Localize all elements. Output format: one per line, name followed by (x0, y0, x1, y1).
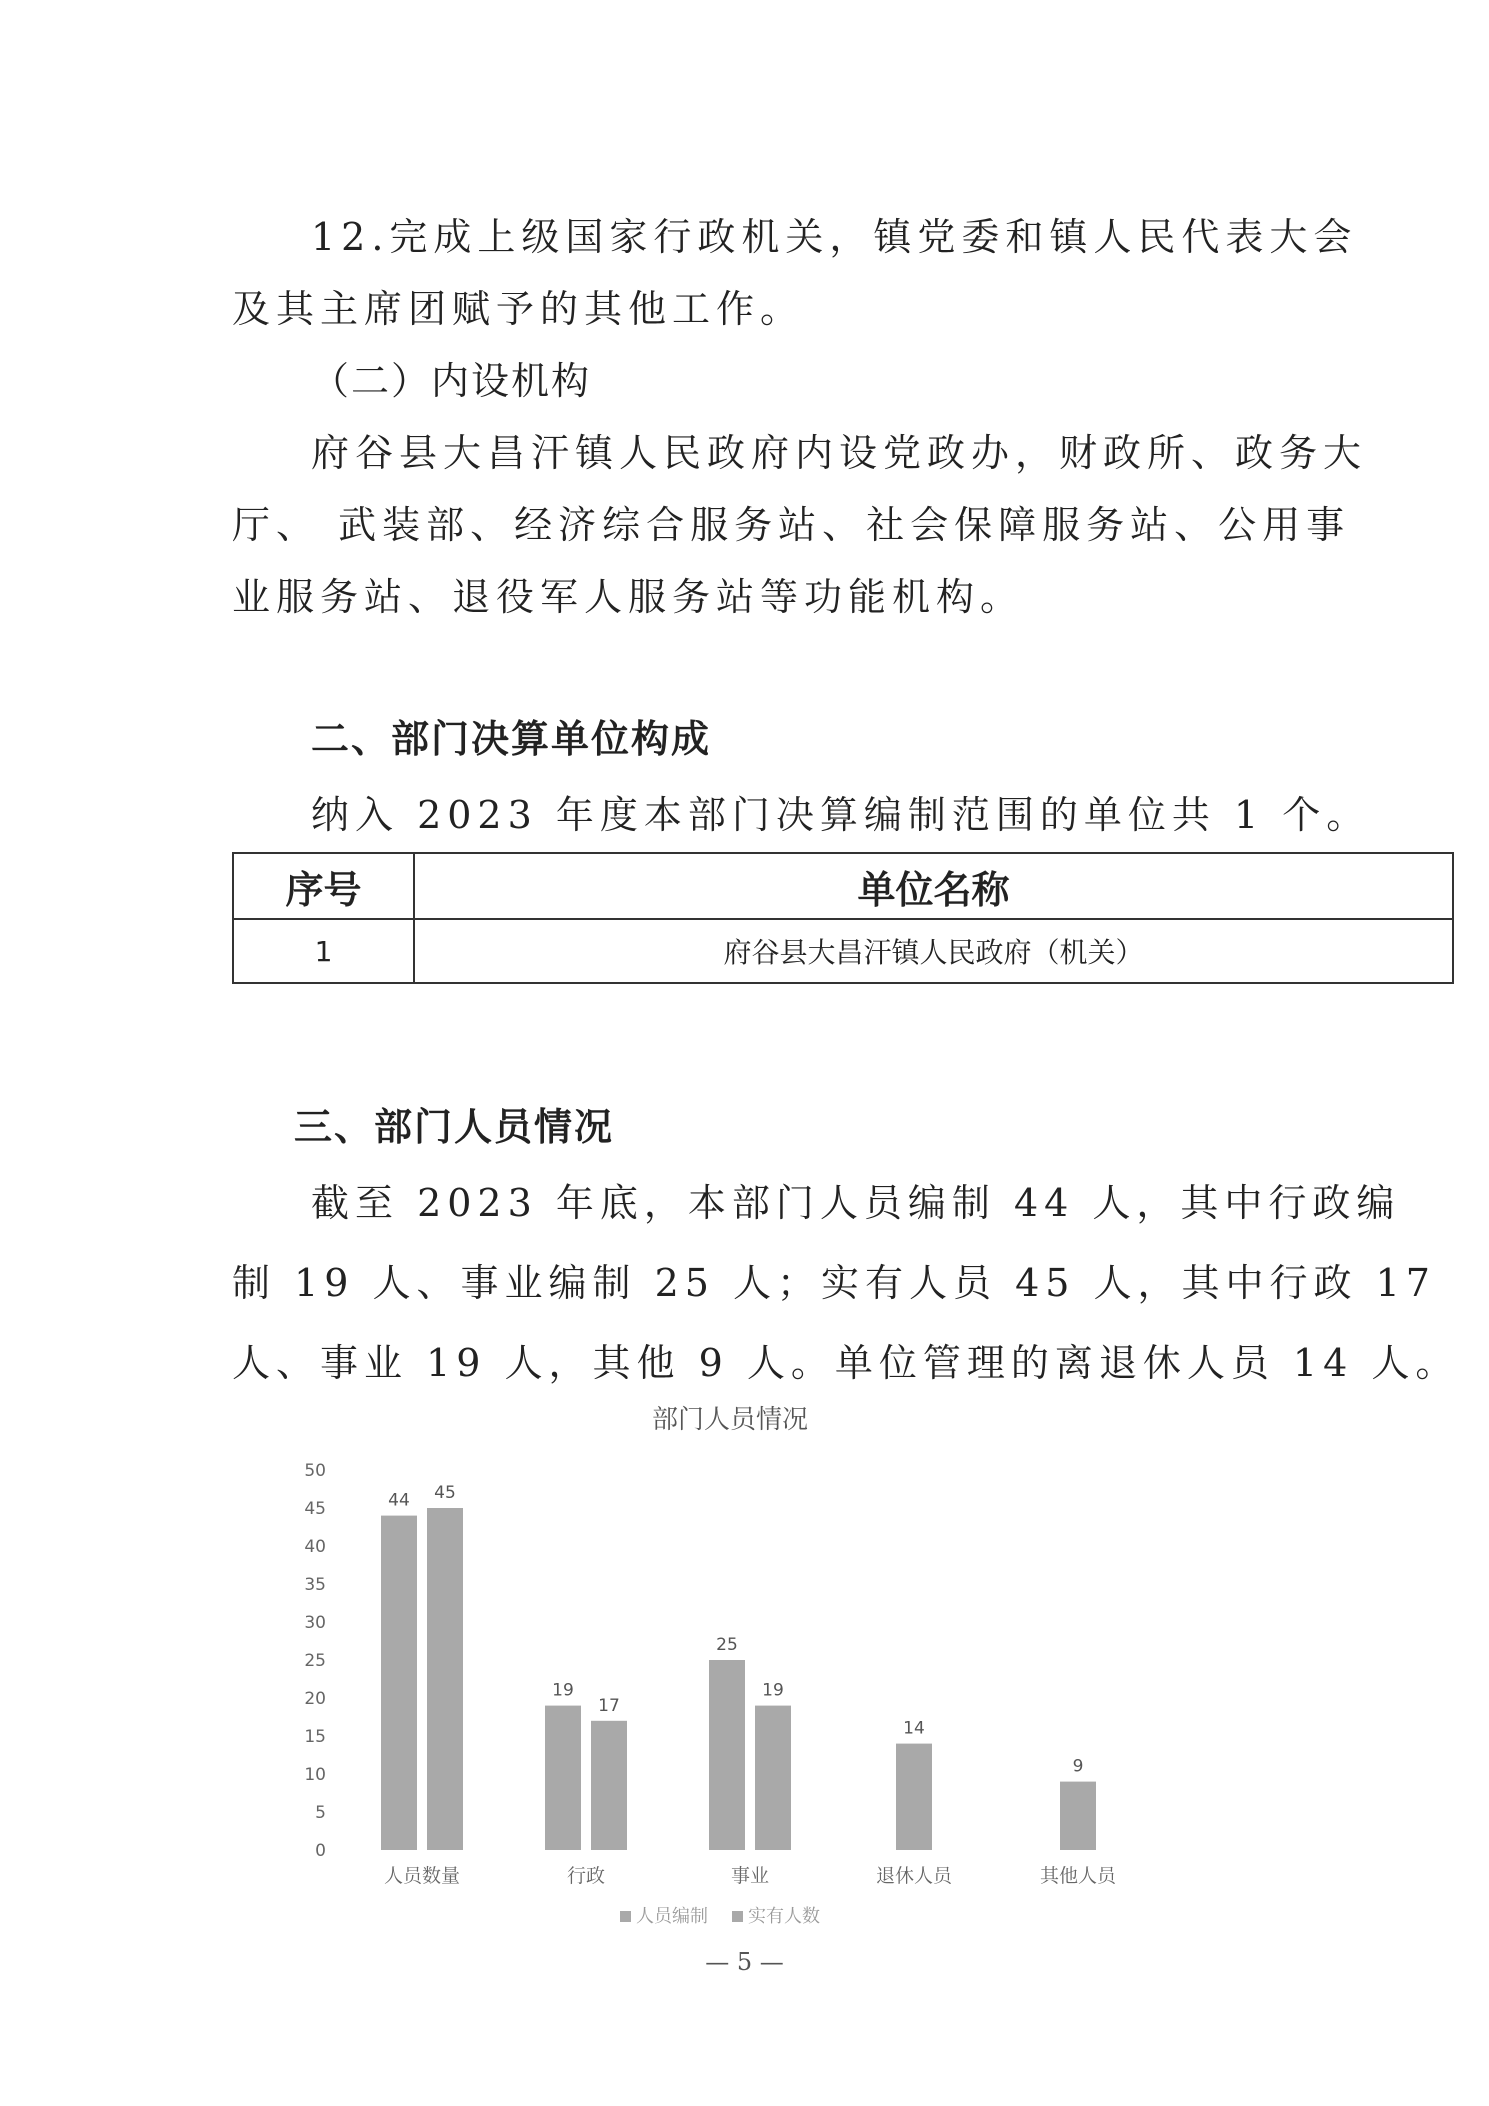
paragraph-12-line-2: 及其主席团赋予的其他工作。 (232, 287, 805, 331)
chart-title: 部门人员情况 (651, 1405, 809, 1435)
y-tick-label: 50 (304, 1461, 326, 1481)
bar-data-label: 19 (552, 1680, 574, 1701)
y-tick-label: 25 (304, 1651, 326, 1671)
bar-data-label: 19 (762, 1680, 784, 1701)
x-tick-label: 其他人员 (1039, 1865, 1117, 1887)
staff-line-3: 人、事业 19 人，其他 9 人。单位管理的离退休人员 14 人。 (232, 1341, 1460, 1385)
unit-table-header-index: 序号 (233, 853, 414, 919)
staff-line-1: 截至 2023 年底，本部门人员编制 44 人，其中行政编 (311, 1181, 1401, 1225)
staff-bar-chart (280, 1390, 1180, 1930)
bar-data-label: 45 (434, 1483, 456, 1503)
y-tick-label: 35 (304, 1575, 326, 1595)
unit-table-header-row (233, 853, 1453, 919)
chart-bar (709, 1660, 745, 1850)
y-tick-label: 0 (315, 1841, 326, 1861)
y-tick-label: 10 (304, 1765, 326, 1785)
y-tick-label: 15 (304, 1727, 326, 1747)
legend-swatch (620, 1911, 631, 1922)
unit-composition-intro: 纳入 2023 年度本部门决算编制范围的单位共 1 个。 (311, 793, 1371, 837)
paragraph-12-line-1: 12.完成上级国家行政机关，镇党委和镇人民代表大会 (311, 215, 1358, 259)
legend-label: 人员编制 (636, 1906, 708, 1927)
staff-line-2: 制 19 人、事业编制 25 人；实有人员 45 人，其中行政 17 (232, 1261, 1436, 1305)
chart-bar (381, 1516, 417, 1850)
bar-data-label: 17 (598, 1695, 620, 1716)
internal-institutions-heading: （二）内设机构 (311, 359, 592, 403)
x-tick-label: 人员数量 (383, 1865, 461, 1887)
staff-heading: 三、部门人员情况 (294, 1105, 615, 1149)
internal-institutions-line-3: 业服务站、退役军人服务站等功能机构。 (232, 575, 1025, 619)
internal-institutions-line-2: 厅、 武装部、经济综合服务站、社会保障服务站、公用事 (232, 503, 1351, 547)
bar-data-label: 14 (903, 1718, 925, 1739)
y-tick-label: 40 (304, 1537, 326, 1557)
table-row (233, 919, 1453, 983)
unit-table-cell-name: 府谷县大昌汗镇人民政府（机关） (414, 919, 1453, 983)
chart-bar (755, 1706, 791, 1850)
bar-data-label: 25 (716, 1635, 738, 1655)
x-tick-label: 退休人员 (875, 1865, 953, 1887)
legend-swatch (732, 1911, 743, 1922)
internal-institutions-line-1: 府谷县大昌汗镇人民政府内设党政办，财政所、政务大 (311, 431, 1368, 475)
x-tick-label: 行政 (566, 1865, 606, 1887)
unit-table-header-name: 单位名称 (414, 853, 1453, 919)
x-tick-label: 事业 (730, 1865, 770, 1887)
chart-bar (545, 1706, 581, 1850)
y-tick-label: 5 (315, 1803, 326, 1823)
y-tick-label: 20 (304, 1689, 326, 1709)
unit-table-cell-index: 1 (233, 919, 414, 983)
bar-data-label: 9 (1072, 1756, 1084, 1777)
chart-bar (896, 1744, 932, 1850)
y-tick-label: 45 (304, 1499, 326, 1519)
chart-bar (1060, 1782, 1096, 1850)
chart-bar (591, 1721, 627, 1850)
y-tick-label: 30 (304, 1613, 326, 1633)
legend-label: 实有人数 (748, 1906, 820, 1927)
unit-composition-heading: 二、部门决算单位构成 (311, 717, 712, 761)
page-number: — 5 — (705, 1948, 784, 1976)
bar-data-label: 44 (388, 1490, 410, 1511)
unit-table (232, 852, 1454, 984)
chart-bar (427, 1508, 463, 1850)
